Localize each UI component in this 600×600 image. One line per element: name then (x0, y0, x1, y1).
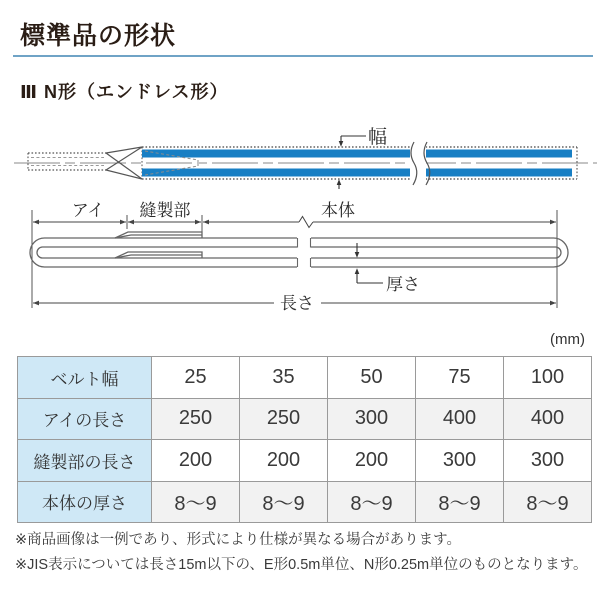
spec-cell: 250 (152, 398, 240, 440)
page-title: 標準品の形状 (20, 22, 177, 50)
row-header-eye-length: アイの長さ (18, 398, 152, 440)
spec-cell: 250 (240, 398, 328, 440)
section-heading-type-n: Ⅲ N形（エンドレス形） (20, 82, 229, 102)
upper-dimension-lines (33, 217, 556, 228)
spec-cell: 200 (152, 440, 240, 482)
spec-cell: 100 (504, 357, 592, 399)
length-label: 長さ (280, 294, 314, 313)
break-symbol-side (297, 235, 311, 271)
note-line: ※JIS表示については長さ15m以下の、E形0.5m単位、N形0.25m単位のものとなります。 (15, 556, 588, 573)
spec-cell: 35 (240, 357, 328, 399)
unit-label: (mm) (550, 331, 585, 348)
row-header-sewn-length: 縫製部の長さ (18, 440, 152, 482)
thickness-callout (355, 243, 383, 283)
spec-cell: 200 (328, 440, 416, 482)
table-row-sewn-length (18, 440, 592, 482)
thickness-label: 厚さ (386, 275, 420, 294)
footnotes (15, 528, 587, 577)
belt-side-view-diagram (0, 195, 600, 320)
spec-cell: 400 (416, 398, 504, 440)
spec-cell: 200 (240, 440, 328, 482)
spec-cell: 8～9 (504, 481, 592, 523)
spec-cell: 400 (504, 398, 592, 440)
spec-cell: 300 (328, 398, 416, 440)
table-row-eye-length (18, 398, 592, 440)
eye-dimension-label: アイ (71, 201, 105, 220)
spec-cell: 50 (328, 357, 416, 399)
spec-cell: 300 (504, 440, 592, 482)
title-underline (13, 55, 593, 57)
spec-cell: 8～9 (152, 481, 240, 523)
spec-cell: 75 (416, 357, 504, 399)
row-header-body-thickness: 本体の厚さ (18, 481, 152, 523)
width-label: 幅 (368, 127, 388, 148)
spec-table (17, 356, 592, 523)
spec-cell: 300 (416, 440, 504, 482)
body-dimension-label: 本体 (321, 201, 355, 220)
table-row-body-thickness (18, 481, 592, 523)
spec-cell: 25 (152, 357, 240, 399)
spec-cell: 8～9 (328, 481, 416, 523)
spec-cell: 8～9 (240, 481, 328, 523)
eye-section (28, 153, 106, 170)
row-header-belt-width: ベルト幅 (18, 357, 152, 399)
note-line: ※商品画像は一例であり、形式により仕様が異なる場合があります。 (15, 532, 461, 548)
spec-cell: 8～9 (416, 481, 504, 523)
sewn-dimension-label: 縫製部 (139, 201, 191, 220)
table-row-belt-width (18, 357, 592, 399)
